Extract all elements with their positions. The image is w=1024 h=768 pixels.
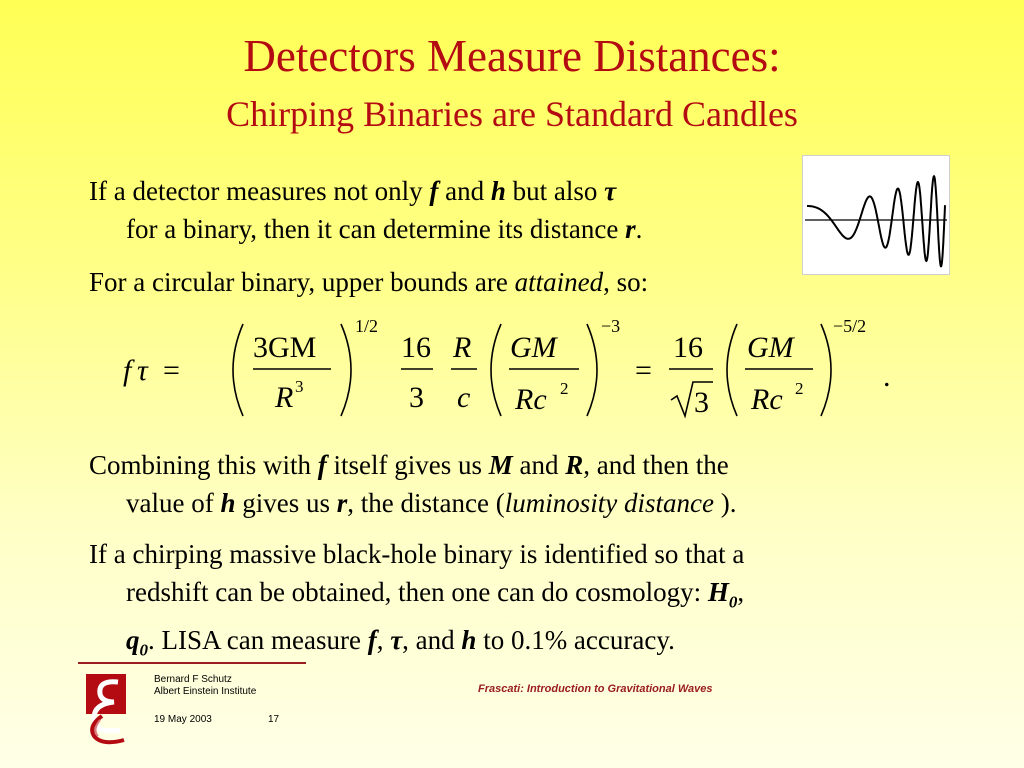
eq-16: 16 bbox=[401, 331, 431, 364]
paragraph-1: If a detector measures not only f and h but also τ for a binary, then it can determine its distance r. bbox=[89, 176, 643, 244]
footer-author: Bernard F Schutz bbox=[154, 674, 232, 685]
paragraph-2: For a circular binary, upper bounds are attained, so: bbox=[89, 267, 649, 297]
eq-16b: 16 bbox=[673, 331, 703, 364]
paragraph-3: Combining this with f itself gives us M and R, and then the value of h gives us r, the distance (luminosity distance ). bbox=[89, 450, 737, 518]
slide-subtitle: Chirping Binaries are Standard Candles bbox=[226, 94, 798, 134]
footer-institute: Albert Einstein Institute bbox=[154, 686, 257, 697]
eq-rc2: Rc bbox=[515, 383, 547, 416]
eq-sqrt3: 3 bbox=[694, 386, 709, 419]
footer-page-number: 17 bbox=[268, 714, 280, 725]
eq-exp1: 1/2 bbox=[355, 316, 379, 336]
chirp-waveform-icon bbox=[802, 155, 950, 275]
eq-den1-exp: 3 bbox=[295, 377, 304, 396]
eq-rc3: Rc bbox=[751, 383, 783, 416]
eq-rc2-exp: 2 bbox=[560, 379, 569, 398]
equation bbox=[105, 312, 905, 442]
eq-equals-2: = bbox=[635, 354, 652, 387]
eq-num1: 3GM bbox=[253, 331, 317, 364]
footer-date: 19 May 2003 bbox=[154, 714, 212, 725]
eq-den1: R bbox=[275, 381, 294, 414]
aei-logo-icon bbox=[80, 672, 142, 746]
eq-tau: τ bbox=[137, 354, 148, 387]
eq-gm2: GM bbox=[510, 331, 557, 364]
eq-gm3: GM bbox=[747, 331, 794, 364]
eq-R: R bbox=[453, 331, 472, 364]
slide-title: Detectors Measure Distances: bbox=[243, 31, 781, 81]
eq-rc3-exp: 2 bbox=[795, 379, 804, 398]
eq-exp2: −3 bbox=[601, 316, 621, 336]
eq-3: 3 bbox=[409, 381, 424, 414]
eq-c: c bbox=[457, 381, 471, 414]
eq-exp3: −5/2 bbox=[833, 316, 867, 336]
paragraph-4: If a chirping massive black-hole binary is identified so that a redshift can be obtained, then one can do cosmology: $H_0$, $q_0$. LISA can measure f, τ, and h to 0.1% accuracy. bbox=[89, 539, 745, 660]
eq-f: f bbox=[123, 354, 132, 387]
footer-divider bbox=[78, 662, 306, 664]
eq-equals: = bbox=[163, 354, 180, 387]
footer-presentation-title: Frascati: Introduction to Gravitational Waves bbox=[478, 683, 713, 695]
eq-period: . bbox=[883, 360, 891, 393]
